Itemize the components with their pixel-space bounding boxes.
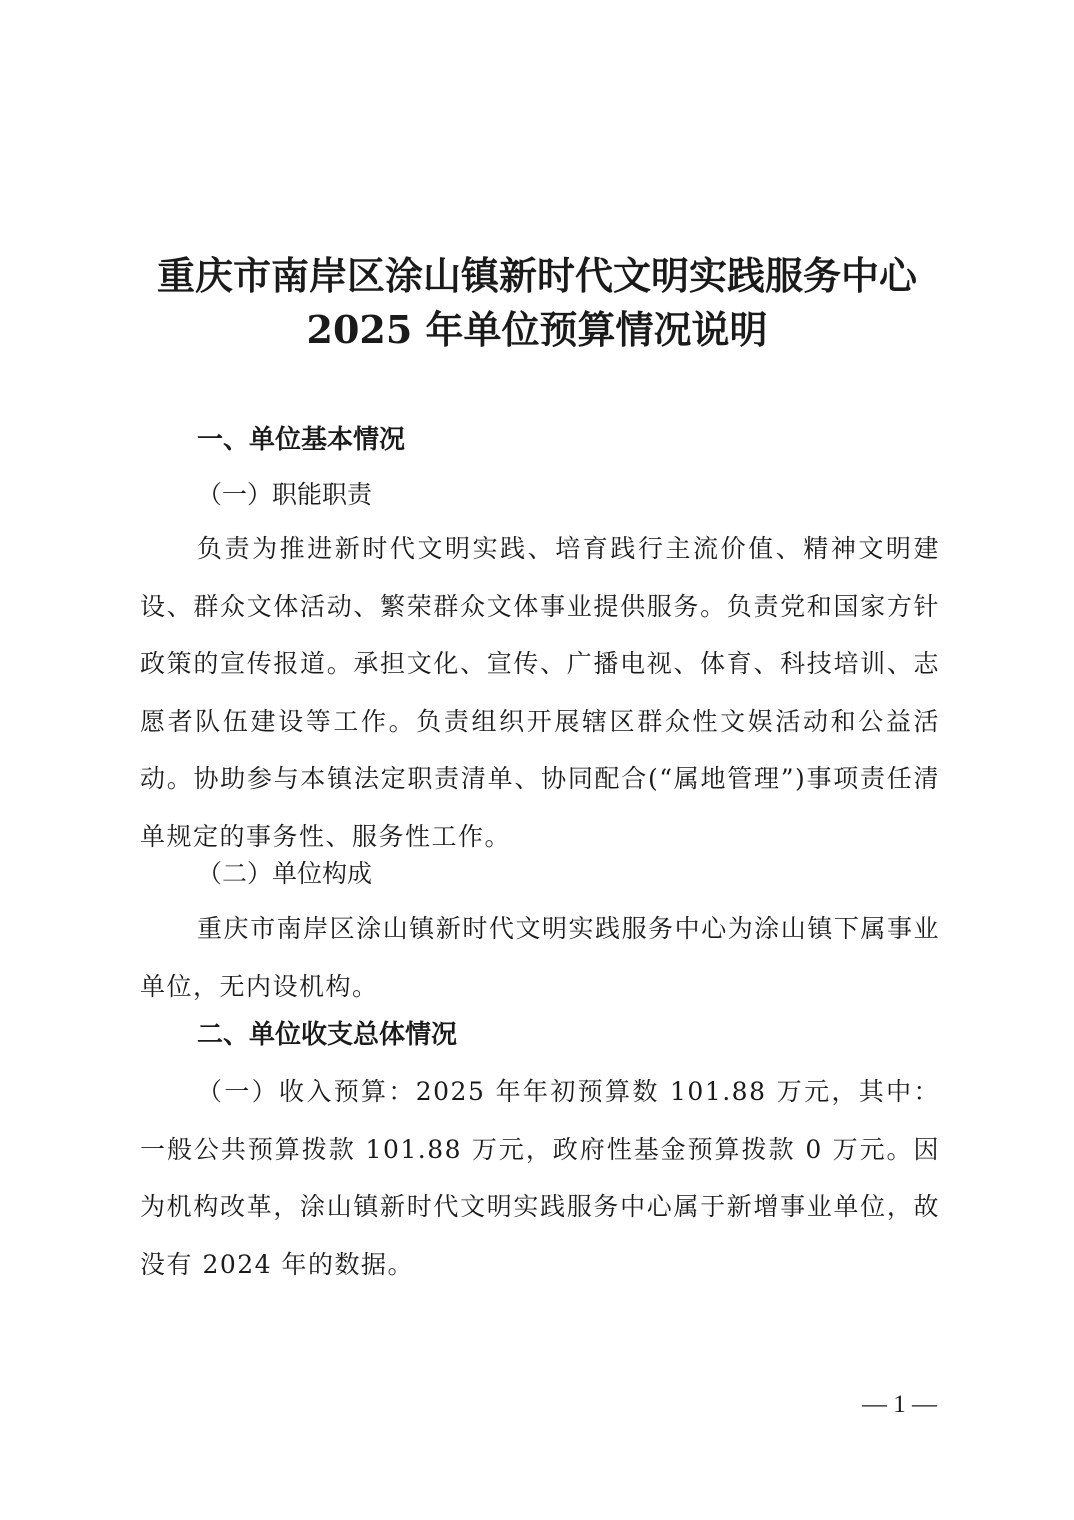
document-title-line1: 重庆市南岸区涂山镇新时代文明实践服务中心 (156, 253, 917, 298)
section1-duties-paragraph: 负责为推进新时代文明实践、培育践行主流价值、精神文明建设、群众文体活动、繁荣群众文体事业提供服务。负责党和国家方针政策的宣传报道。承担文化、宣传、广播电视、体育、科技培训、志愿者队伍建设等工作。负责组织开展辖区群众性文娱活动和公益活动。协助参与本镇法定职责清单、协同配合(“属地管理”)事项责任清单规定的事务性、服务性工作。 (140, 534, 940, 851)
page-number: — 1 — (862, 1391, 937, 1418)
section2-heading: 二、单位收支总体情况 (197, 1020, 458, 1050)
section1-composition-paragraph: 重庆市南岸区涂山镇新时代文明实践服务中心为涂山镇下属事业单位，无内设机构。 (140, 914, 940, 1001)
section2-income-paragraph: （一）收入预算：2025 年年初预算数 101.88 万元，其中：一般公共预算拨款 101.88 万元，政府性基金预算拨款 0 万元。因为机构改革，涂山镇新时代文明实践服务中心属于新增事业单位，故没有 2024 年的数据。 (140, 1077, 940, 1279)
section1-subheading-composition: （二）单位构成 (197, 859, 373, 888)
section1-subheading-duties: （一）职能职责 (197, 480, 373, 509)
document-title-line2: 2025 年单位预算情况说明 (306, 307, 768, 352)
section1-heading: 一、单位基本情况 (197, 425, 406, 455)
